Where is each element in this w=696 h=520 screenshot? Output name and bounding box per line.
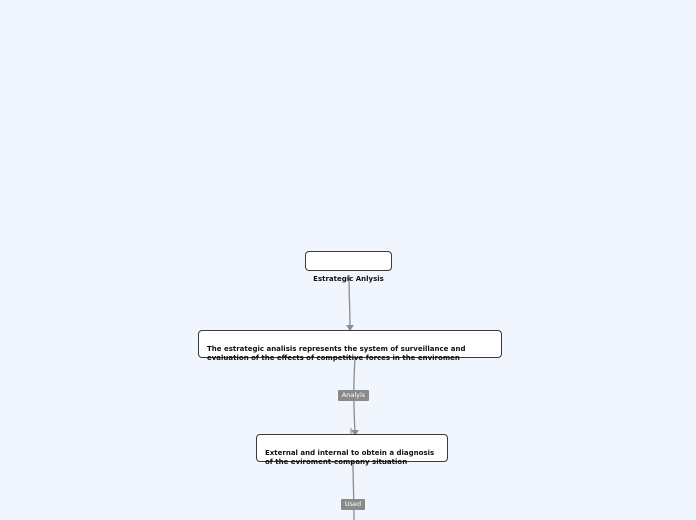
node-definition[interactable] [198, 330, 502, 362]
edge-label-used-text: Used [344, 500, 362, 508]
node-estrategic-anlysis[interactable] [305, 251, 392, 283]
edge-label-analyis-text: Analyis [341, 391, 366, 399]
edge-label-used [341, 499, 365, 510]
connector-external-to-next [353, 462, 354, 520]
node-estrategic-anlysis-text: Estrategic Anlysis [313, 275, 384, 283]
node-definition-text: The estrategic analisis represents the system of surveillance and evaluation of the effects of competitive forces in the enviromen [207, 345, 466, 362]
edge-label-analyis [338, 390, 369, 401]
node-external-internal-text: External and internal to obtein a diagnosis of the eviroment-company situation [265, 449, 435, 466]
node-external-internal[interactable] [256, 434, 448, 466]
